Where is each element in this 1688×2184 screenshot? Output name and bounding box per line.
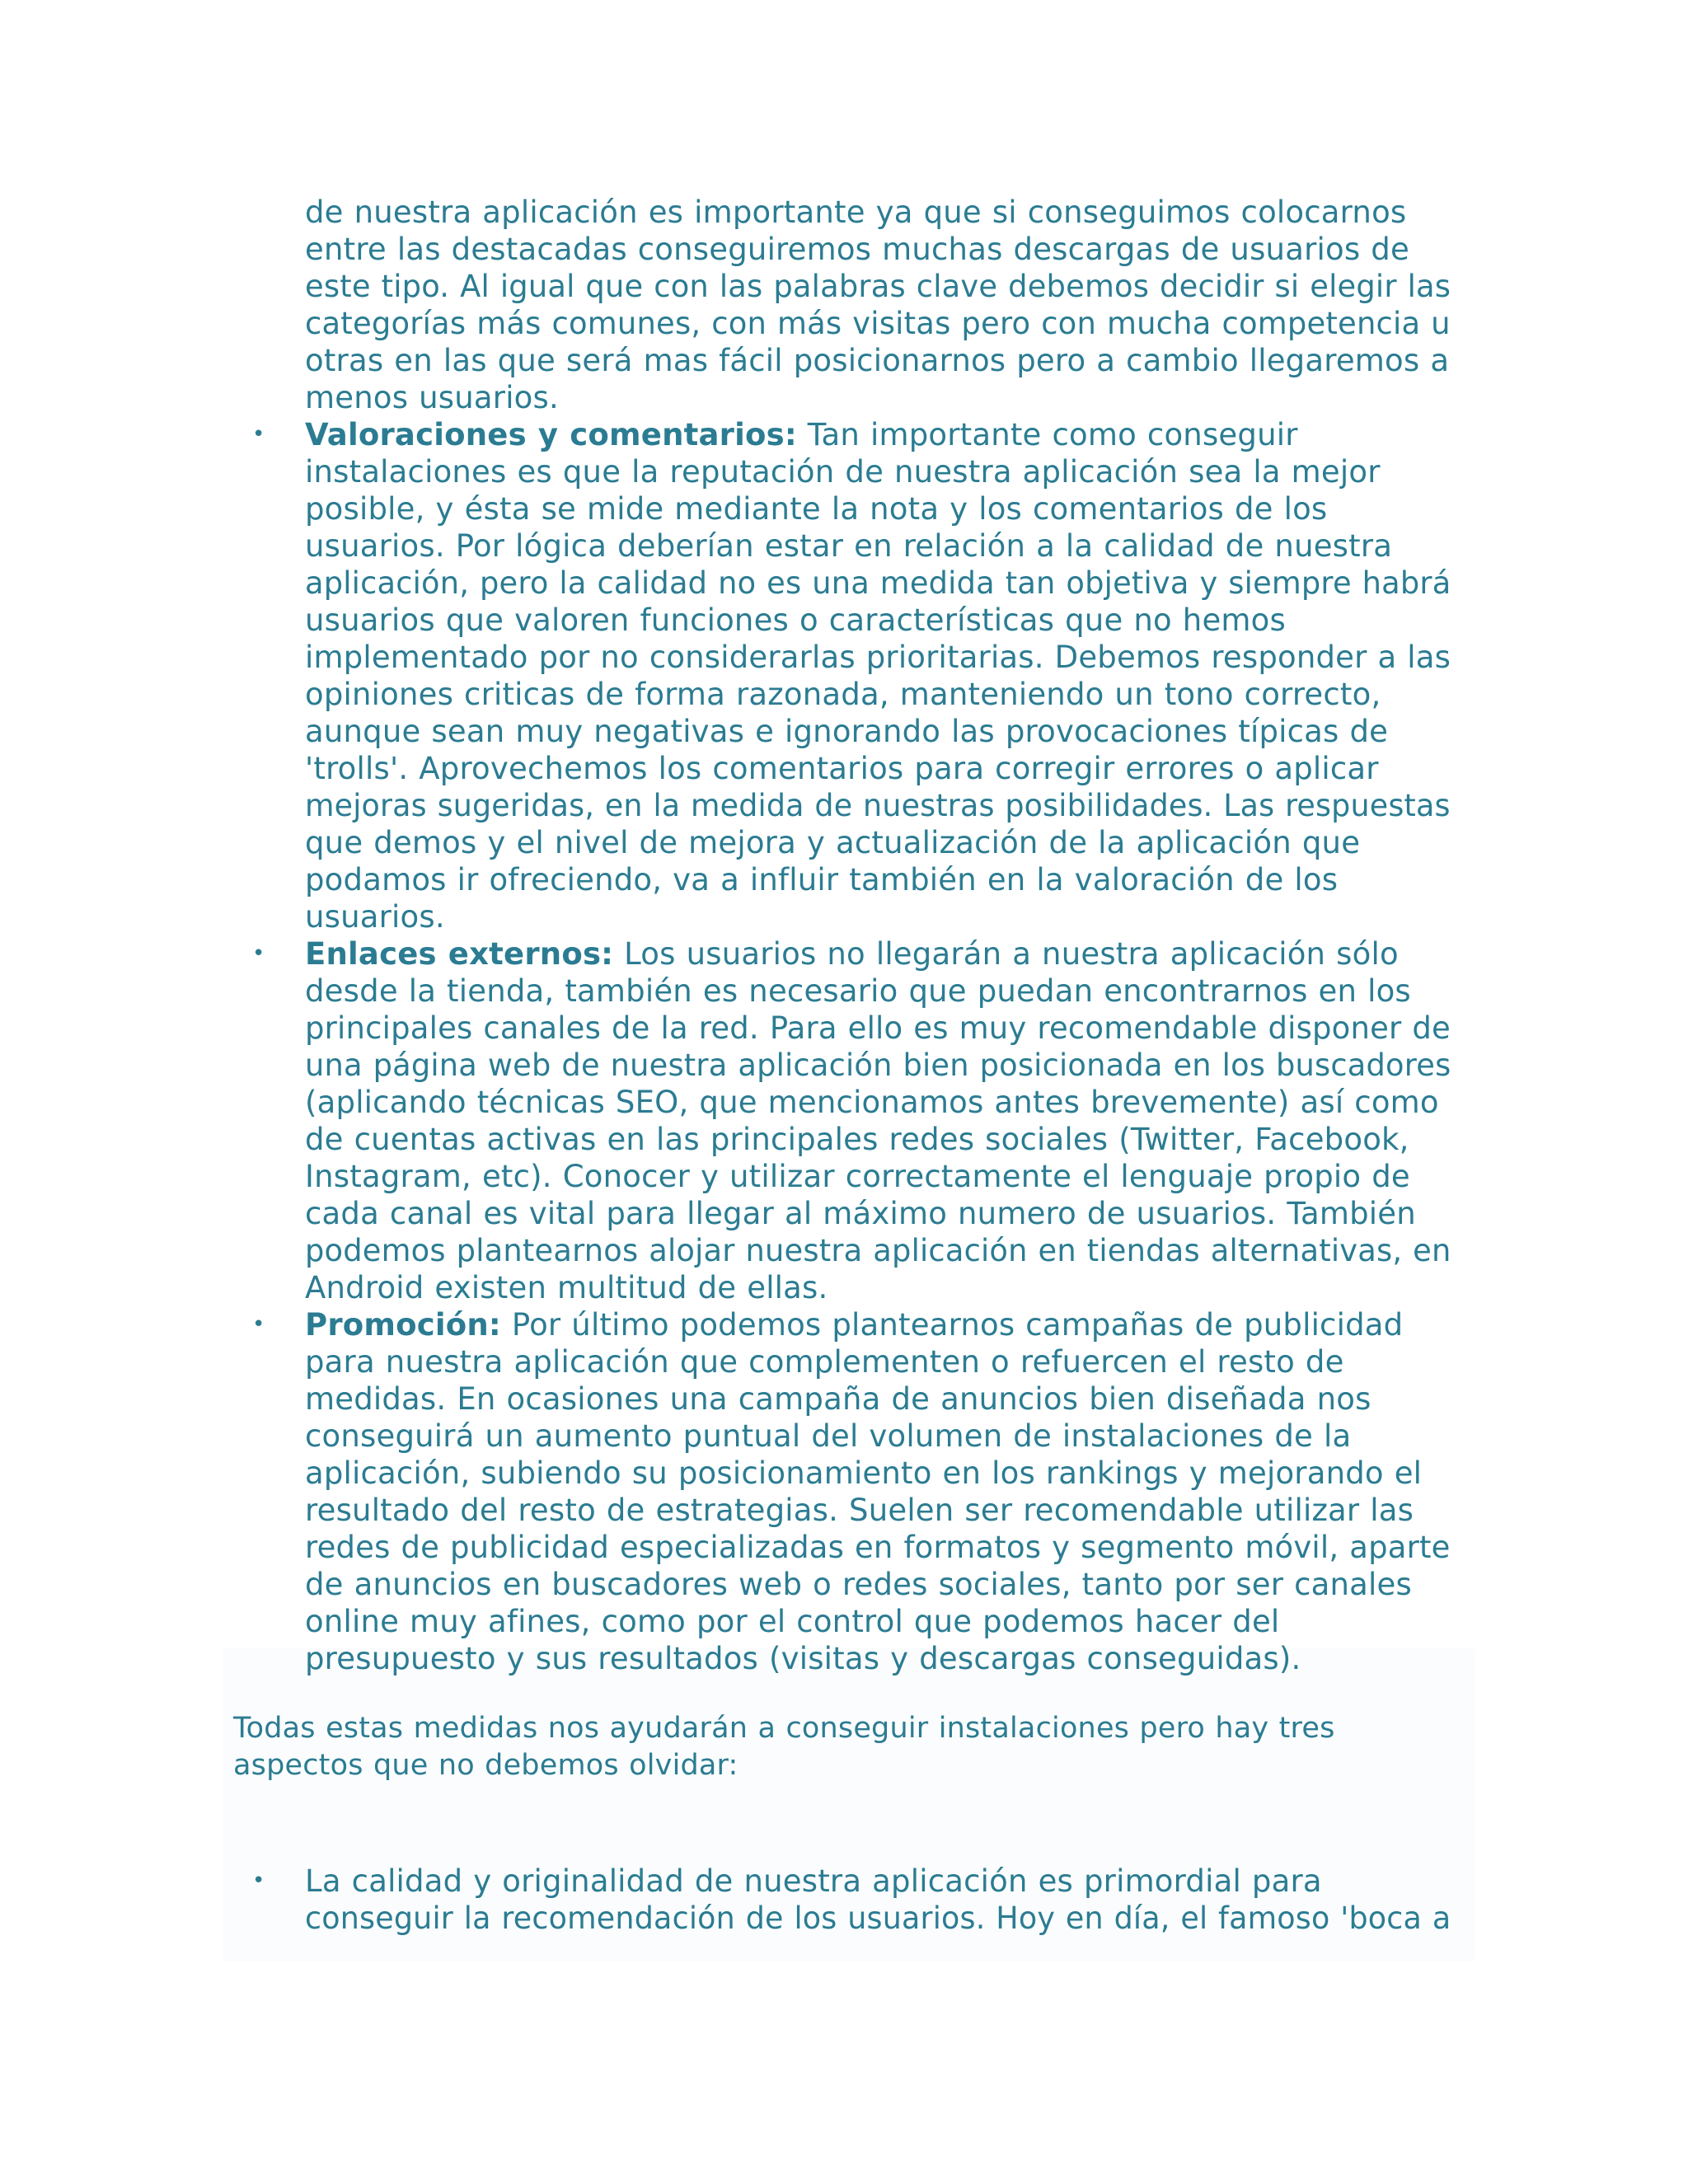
item-text: Los usuarios no llegarán a nuestra aplicación sólo xyxy=(613,936,1399,972)
text-line: de cuentas activas en las principales redes sociales (Twitter, Facebook, xyxy=(305,1122,1409,1157)
text-line: (aplicando técnicas SEO, que mencionamos antes brevemente) así como xyxy=(305,1085,1439,1120)
bullet-marker: • xyxy=(252,1868,265,1893)
text-line: presupuesto y sus resultados (visitas y descargas conseguidas). xyxy=(305,1641,1301,1676)
list-item-valoraciones xyxy=(305,416,1298,453)
text-line: posible, y ésta se mide mediante la nota y los comentarios de los xyxy=(305,491,1328,527)
list-item-calidad: La calidad y originalidad de nuestra aplicación es primordial para xyxy=(305,1863,1322,1899)
text-line: podemos plantearnos alojar nuestra aplicación en tiendas alternativas, en xyxy=(305,1233,1451,1268)
list-item-promocion xyxy=(305,1306,1403,1343)
bullet-marker: • xyxy=(252,1312,265,1337)
text-line: menos usuarios. xyxy=(305,380,559,415)
text-line: usuarios. Por lógica deberían estar en relación a la calidad de nuestra xyxy=(305,528,1393,564)
text-line: de nuestra aplicación es importante ya que si conseguimos colocarnos xyxy=(305,194,1407,230)
text-line: usuarios. xyxy=(305,899,445,935)
text-line: entre las destacadas conseguiremos muchas descargas de usuarios de xyxy=(305,232,1409,267)
text-line: opiniones criticas de forma razonada, manteniendo un tono correcto, xyxy=(305,677,1381,712)
text-line: instalaciones es que la reputación de nuestra aplicación sea la mejor xyxy=(305,454,1381,490)
text-line: que demos y el nivel de mejora y actualización de la aplicación que xyxy=(305,825,1361,860)
text-line: principales canales de la red. Para ello es muy recomendable disponer de xyxy=(305,1010,1451,1046)
text-line: mejoras sugeridas, en la medida de nuestras posibilidades. Las respuestas xyxy=(305,788,1451,823)
text-line: conseguirá un aumento puntual del volumen de instalaciones de la xyxy=(305,1418,1352,1454)
text-line: aspectos que no debemos olvidar: xyxy=(233,1749,738,1782)
bullet-marker: • xyxy=(252,422,265,447)
list-item-enlaces xyxy=(305,935,1399,972)
text-line: de anuncios en buscadores web o redes sociales, tanto por ser canales xyxy=(305,1567,1412,1602)
text-line: conseguir la recomendación de los usuarios. Hoy en día, el famoso 'boca a xyxy=(305,1900,1451,1936)
item-heading: Promoción: xyxy=(305,1307,501,1343)
text-line: podamos ir ofreciendo, va a influir también en la valoración de los xyxy=(305,862,1339,898)
text-line: cada canal es vital para llegar al máximo numero de usuarios. También xyxy=(305,1196,1416,1231)
text-line: Android existen multitud de ellas. xyxy=(305,1270,828,1305)
text-line: aplicación, subiendo su posicionamiento en los rankings y mejorando el xyxy=(305,1455,1423,1491)
text-line: medidas. En ocasiones una campaña de anuncios bien diseñada nos xyxy=(305,1381,1372,1417)
text-line: una página web de nuestra aplicación bien posicionada en los buscadores xyxy=(305,1047,1451,1083)
text-line: Instagram, etc). Conocer y utilizar correctamente el lenguaje propio de xyxy=(305,1159,1410,1194)
text-line: otras en las que será mas fácil posicionarnos pero a cambio llegaremos a xyxy=(305,343,1450,378)
text-line: usuarios que valoren funciones o características que no hemos xyxy=(305,602,1286,638)
bullet-marker: • xyxy=(252,941,265,966)
item-text: Tan importante como conseguir xyxy=(796,417,1298,452)
text-line: Todas estas medidas nos ayudarán a conseguir instalaciones pero hay tres xyxy=(233,1712,1335,1745)
text-line: categorías más comunes, con más visitas pero con mucha competencia u xyxy=(305,306,1451,341)
item-text: Por último podemos plantearnos campañas de publicidad xyxy=(500,1307,1404,1343)
text-line: este tipo. Al igual que con las palabras clave debemos decidir si elegir las xyxy=(305,269,1451,304)
text-line: resultado del resto de estrategias. Suelen ser recomendable utilizar las xyxy=(305,1493,1414,1528)
text-line: para nuestra aplicación que complementen o refuercen el resto de xyxy=(305,1344,1344,1380)
text-line: 'trolls'. Aprovechemos los comentarios para corregir errores o aplicar xyxy=(305,751,1379,786)
text-line: implementado por no considerarlas prioritarias. Debemos responder a las xyxy=(305,640,1451,675)
text-line: aunque sean muy negativas e ignorando las provocaciones típicas de xyxy=(305,714,1389,749)
text-line: aplicación, pero la calidad no es una medida tan objetiva y siempre habrá xyxy=(305,565,1451,601)
item-heading: Enlaces externos: xyxy=(305,936,614,972)
text-line: redes de publicidad especializadas en formatos y segmento móvil, aparte xyxy=(305,1530,1451,1565)
text-line: desde la tienda, también es necesario que puedan encontrarnos en los xyxy=(305,973,1411,1009)
item-heading: Valoraciones y comentarios: xyxy=(305,417,797,452)
text-line: online muy afines, como por el control que podemos hacer del xyxy=(305,1604,1280,1639)
